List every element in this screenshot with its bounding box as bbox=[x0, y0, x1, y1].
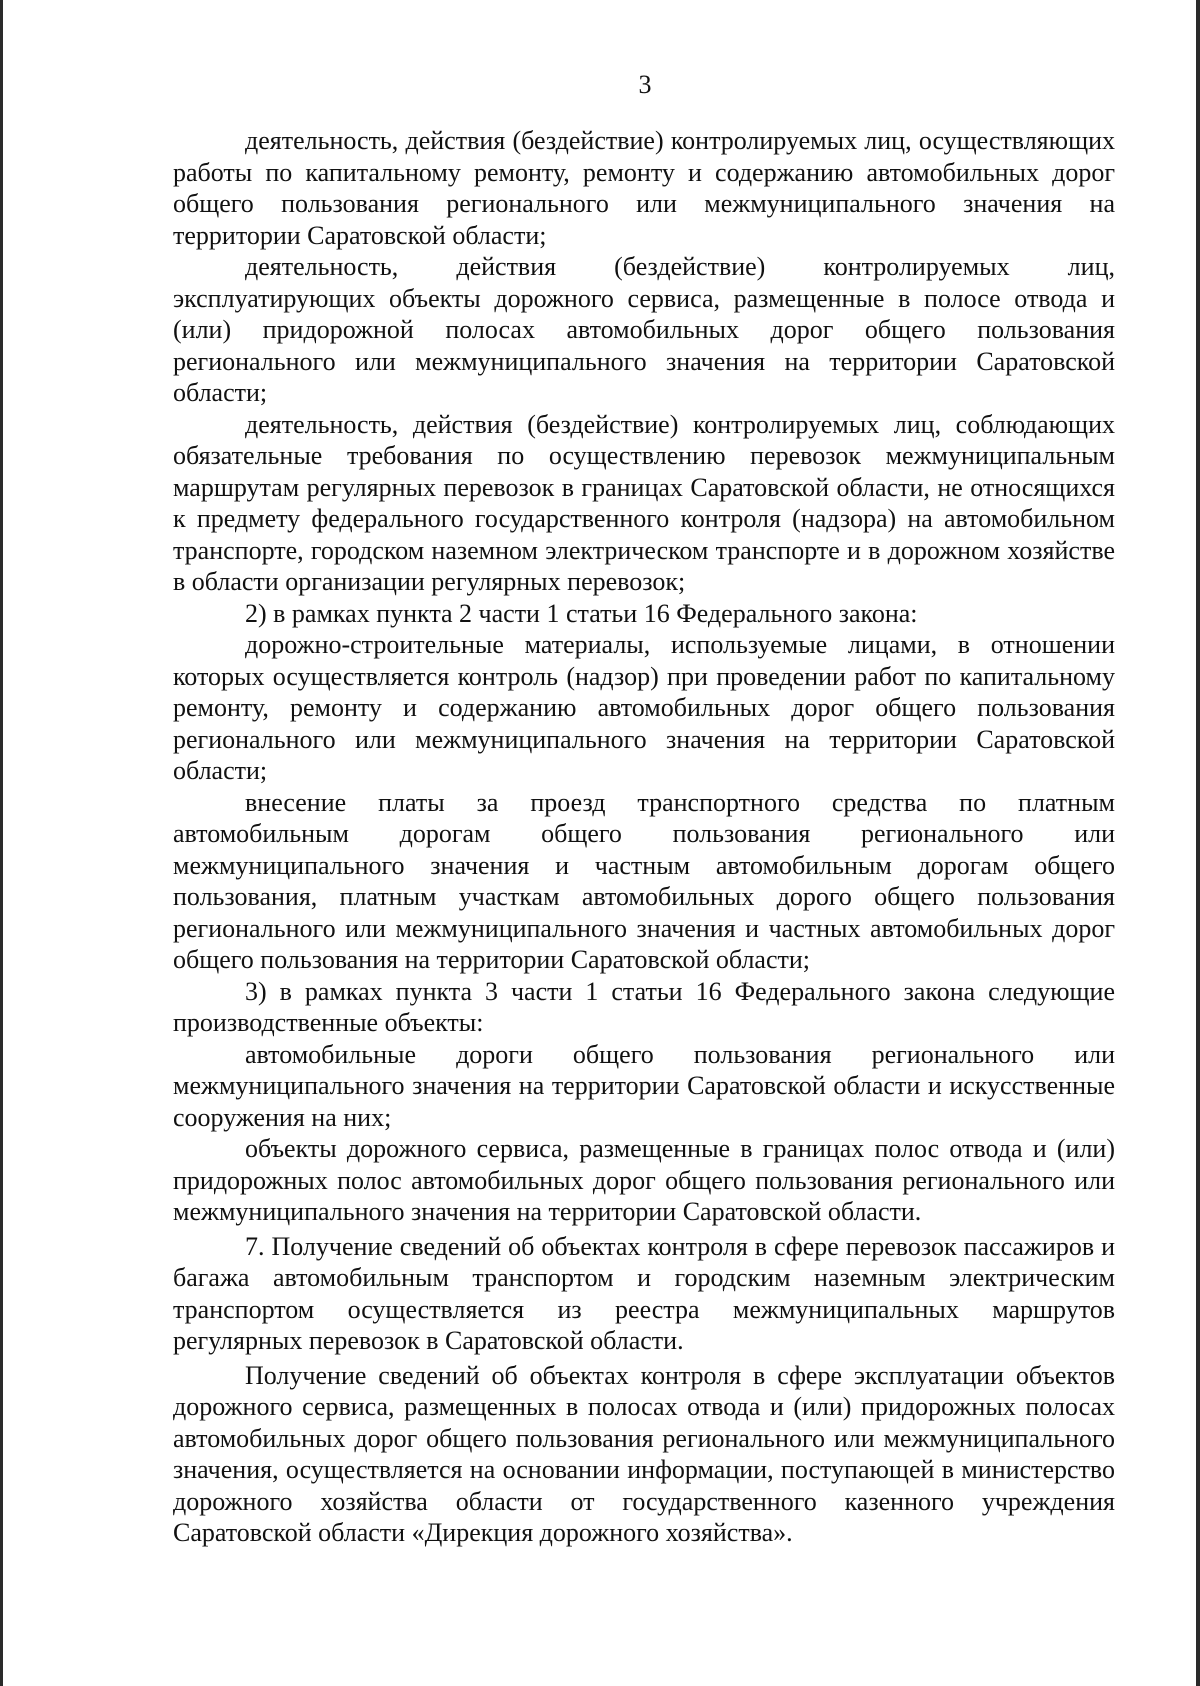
paragraph-public-roads: автомобильные дороги общего пользования регионального или межмуниципального значения на территории Саратовской области и искусственные сооружения на них; bbox=[173, 1039, 1115, 1132]
paragraph-transport-activity: деятельность, действия (бездействие) контролируемых лиц, соблюдающих обязательные требования по осуществлению перевозок межмуниципальным маршрутам регулярных перевозок в границах Саратовской области, не относящихся к предмету федерального государственного контроля (надзора) на автомобильном транспорте, городском наземном электрическом транспорте и в дорожном хозяйстве в области организации регулярных перевозок; bbox=[173, 409, 1115, 596]
paragraph-item-3-heading: 3) в рамках пункта 3 части 1 статьи 16 Федерального закона следующие производственные объекты: bbox=[173, 976, 1115, 1037]
paragraph-road-service-objects: объекты дорожного сервиса, размещенные в границах полос отвода и (или) придорожных полос автомобильных дорог общего пользования регионального или межмуниципального значения на территории Саратовской области. bbox=[173, 1134, 1115, 1226]
scan-border-left bbox=[0, 0, 3, 1686]
paragraph-section-7: 7. Получение сведений об объектах контроля в сфере перевозок пассажиров и багажа автомобильным транспортом и городским наземным электрическим транспортом осуществляется из реестра межмуниципальных маршрутов регулярных перевозок в Саратовской области. bbox=[173, 1231, 1115, 1355]
paragraph-item-2-heading: 2) в рамках пункта 2 части 1 статьи 16 Федерального закона: bbox=[245, 598, 918, 628]
document-body bbox=[173, 125, 1115, 1549]
paragraph-toll-payment: внесение платы за проезд транспортного средства по платным автомобильным дорогам общего пользования регионального или межмуниципального значения и частным автомобильным дорогам общего пользования, платным участкам автомобильных дорого общего пользования регионального или межмуниципального значения и частных автомобильных дорог общего пользования на территории Саратовской области; bbox=[173, 787, 1115, 974]
paragraph-information-source: Получение сведений об объектах контроля в сфере эксплуатации объектов дорожного сервиса, размещенных в полосах отвода и (или) придорожных полосах автомобильных дорог общего пользования регионального или межмуниципального значения, осуществляется на основании информации, поступающей в министерство дорожного хозяйства области от государственного казенного учреждения Саратовской области «Дирекция дорожного хозяйства». bbox=[173, 1360, 1115, 1547]
paragraph-building-materials: дорожно-строительные материалы, используемые лицами, в отношении которых осуществляется контроль (надзор) при проведении работ по капитальному ремонту, ремонту и содержанию автомобильных дорог общего пользования регионального или межмуниципального значения на территории Саратовской области; bbox=[173, 630, 1115, 785]
paragraph-road-repair-activity: деятельность, действия (бездействие) контролируемых лиц, осуществляющих работы по капитальному ремонту, ремонту и содержанию автомобильных дорог общего пользования регионального или межмуниципального значения на территории Саратовской области; bbox=[173, 126, 1115, 250]
page-number: 3 bbox=[638, 70, 652, 99]
scan-border-right bbox=[1196, 0, 1200, 1686]
paragraph-road-service-activity: деятельность, действия (бездействие) контролируемых лиц, эксплуатирующих объекты дорожного сервиса, размещенные в полосе отвода и (или) придорожной полосах автомобильных дорог общего пользования регионального или межмуниципального значения на территории Саратовской области; bbox=[173, 252, 1115, 407]
